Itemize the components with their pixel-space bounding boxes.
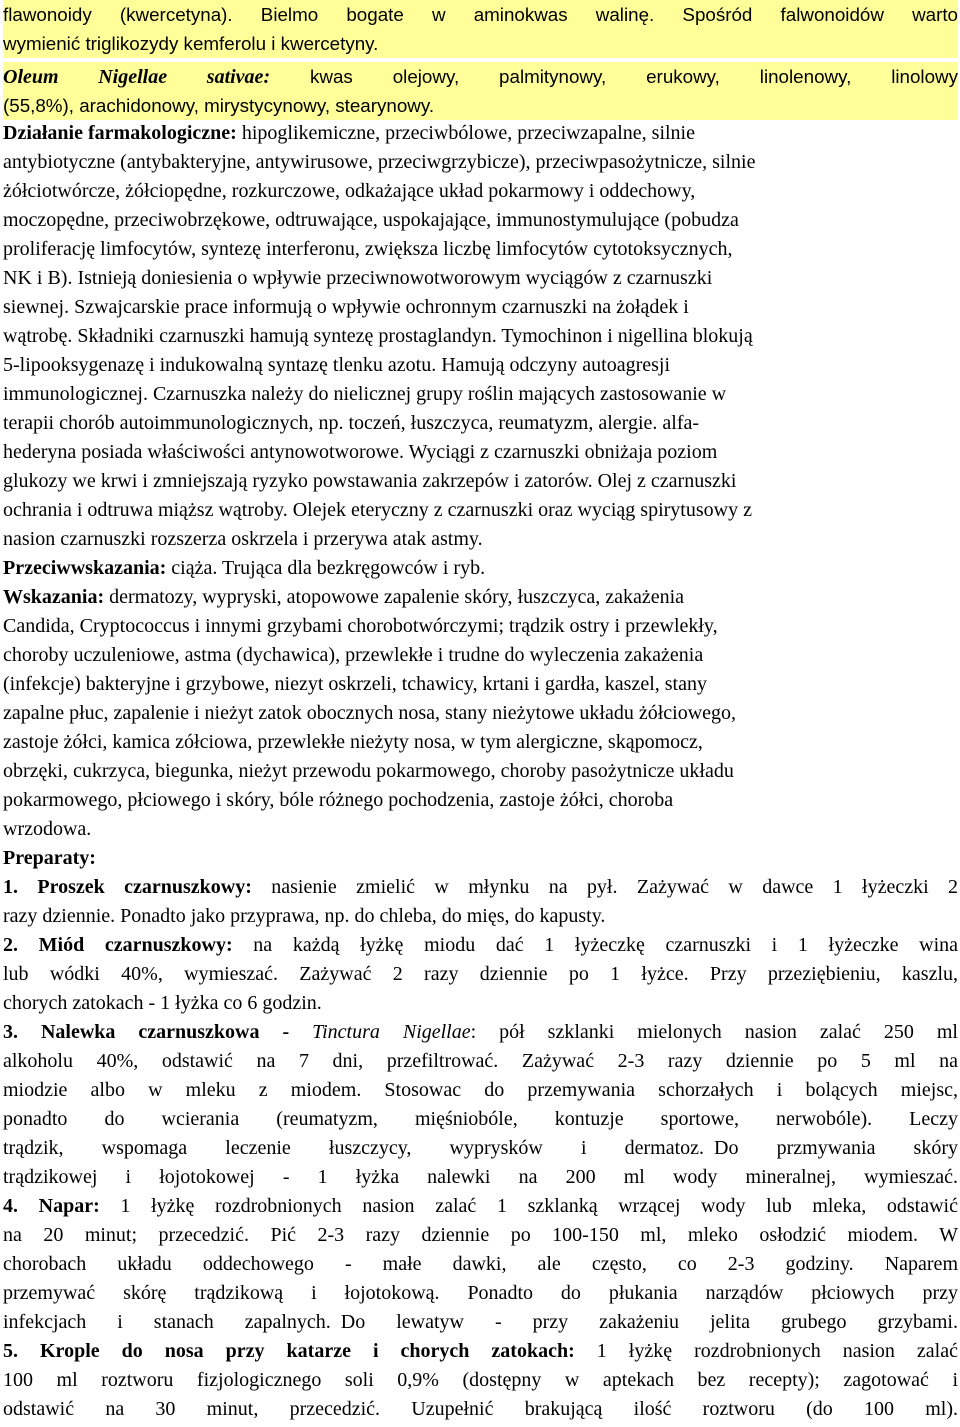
text-run: wrzodowa. — [3, 818, 92, 840]
text-run: flawonoidy (kwercetyna). Bielmo bogate w aminokwas walinę. Spośród falwonoidów warto — [3, 4, 958, 25]
text-run: zastoje żółci, kamica zółciowa, przewlekłe nieżyty nosa, w tym alergiczne, skąpomocz, — [3, 731, 703, 753]
text-run: infekcjach i stanach zapalnych. — [3, 1311, 331, 1333]
text-line — [3, 496, 958, 525]
text-run: chorobach układu oddechowego - małe dawki, ale często, co 2-3 godziny. Naparem — [3, 1253, 958, 1275]
text-run: ciąża. Trująca dla bezkręgowców i ryb. — [166, 557, 486, 579]
text-line — [3, 1134, 958, 1163]
text-line — [3, 757, 958, 786]
text-line — [3, 29, 958, 58]
text-run: pokarmowego, płciowego i skóry, bóle różnego pochodzenia, zastoje żółci, choroba — [3, 789, 674, 811]
text-run: Candida, Cryptococcus i innymi grzybami chorobotwórczymi; trądzik ostry i przewlekły, — [3, 615, 718, 637]
text-line — [3, 815, 958, 844]
text-run: nasion czarnuszki rozszerza oskrzela i przerywa atak astmy. — [3, 528, 483, 550]
text-line — [3, 1163, 958, 1192]
text-line — [3, 91, 958, 120]
text-run: miodzie albo w mleku z miodem. Stosowac do przemywania schorzałych i bolących miejsc, — [3, 1079, 958, 1101]
text-line — [3, 1105, 958, 1134]
text-line — [3, 728, 958, 757]
text-line — [3, 1366, 958, 1395]
text-run: na każdą łyżkę miodu dać 1 łyżeczkę czarnuszki i 1 łyżeczke wina — [232, 934, 958, 956]
text-line — [3, 902, 958, 931]
text-line — [3, 206, 958, 235]
text-run: obrzęki, cukrzyca, biegunka, nieżyt przewodu pokarmowego, choroby pasożytnicze układu — [3, 760, 734, 782]
text-run: dermatozy, wypryski, atopowowe zapalenie skóry, łuszczyca, zakażenia — [104, 586, 685, 608]
text-line — [3, 1250, 958, 1279]
text-line — [3, 786, 958, 815]
text-run: ponadto do wcierania (reumatyzm, mięśniobóle, kontuzje sportowe, nerwobóle). Leczy — [3, 1108, 958, 1130]
text-line — [3, 641, 958, 670]
text-line — [3, 351, 958, 380]
text-run: zapalne płuc, zapalenie i nieżyt zatok obocznych nosa, stany nieżytowe układu żółciowego, — [3, 702, 737, 724]
text-line — [3, 1308, 958, 1337]
text-run: trądzikowej i łojotokowej - 1 łyżka nalewki na 200 ml wody mineralnej, wymieszać. — [3, 1166, 958, 1188]
text-line — [3, 177, 958, 206]
text-run: Tinctura Nigellae — [312, 1021, 471, 1043]
text-line — [3, 931, 958, 960]
text-run: 5-lipooksygenazę i indukowalną syntazę tlenku azotu. Hamują odczyny autoagresji — [3, 354, 671, 376]
text-line — [3, 1395, 958, 1424]
text-line — [3, 670, 958, 699]
text-line — [3, 322, 958, 351]
heading-run: Przeciwwskazania: — [3, 557, 167, 579]
text-run: trądzik, wspomaga leczenie łuszczycy, wyprysków i dermatoz. — [3, 1137, 705, 1159]
text-run: terapii chorób autoimmunologicznych, np. toczeń, łuszczyca, reumatyzm, alergie. alfa- — [3, 412, 700, 434]
text-run: NK i B). Istnieją doniesienia o wpływie przeciwnowotworowym wyciągów z czarnuszki — [3, 267, 713, 289]
text-line — [3, 699, 958, 728]
text-run: choroby uczuleniowe, astma (dychawica), przewlekłe i trudne do wyleczenia zakażenia — [3, 644, 704, 666]
text-run: ochrania i odtruwa miąższ wątroby. Olejek eteryczny z czarnuszki oraz wyciąg spirytusowy z — [3, 499, 752, 521]
heading-run: 1. Proszek czarnuszkowy: — [3, 876, 252, 898]
text-run: nasienie zmielić w młynku na pył. Zażywać w dawce 1 łyżeczki 2 — [251, 876, 959, 898]
text-run: Do lewatyw - przy zakażeniu jelita grubego grzybami. — [340, 1311, 958, 1333]
text-run: immunologicznej. Czarnuszka należy do nielicznej grupy roślin mających zastosowanie w — [3, 383, 727, 405]
text-line — [3, 612, 958, 641]
text-run: kwas olejowy, palmitynowy, erukowy, linolenowy, linolowy — [270, 66, 958, 87]
text-run: 100 ml roztworu fizjologicznego soli 0,9% (dostępny w aptekach bez recepty); zagotować i — [3, 1369, 958, 1391]
heading-run: 2. Miód czarnuszkowy: — [3, 934, 233, 956]
heading-run: 3. Nalewka czarnuszkowa - — [3, 1021, 313, 1043]
text-line — [3, 1337, 958, 1366]
text-line — [3, 264, 958, 293]
heading-run: Działanie farmakologiczne: — [3, 122, 237, 144]
text-line — [3, 119, 958, 148]
text-line — [3, 1047, 958, 1076]
text-line — [3, 293, 958, 322]
text-run: 1 łyżkę rozdrobnionych nasion zalać 1 szklanką wrzącej wody lub mleka, odstawić — [99, 1195, 958, 1217]
text-run: żółciotwórcze, żółciopędne, rozkurczowe, odkażające układ pokarmowy i oddechowy, — [3, 180, 696, 202]
heading-run: 5. Krople do nosa przy katarze i chorych zatokach: — [3, 1340, 575, 1362]
text-line — [3, 62, 958, 92]
text-run: Do przmywania skóry — [714, 1137, 958, 1159]
text-run: razy dziennie. Ponadto jako przyprawa, np. do chleba, do mięs, do kapusty. — [3, 905, 606, 927]
heading-run: 4. Napar: — [3, 1195, 100, 1217]
text-run: na 20 minut; przecedzić. Pić 2-3 razy dziennie po 100-150 ml, mleko osłodzić miodem. W — [3, 1224, 958, 1246]
text-line — [3, 554, 958, 583]
text-run: proliferację limfocytów, syntezę interferonu, zwiększa liczbę limfocytów cytotoksycznych, — [3, 238, 733, 260]
text-run: wątrobę. Składniki czarnuszki hamują syntezę prostaglandyn. Tymochinon i nigellina blokują — [3, 325, 753, 347]
text-line — [3, 960, 958, 989]
text-run: glukozy we krwi i zmniejszają ryzyko powstawania zakrzepów i zatorów. Olej z czarnuszki — [3, 470, 737, 492]
text-line — [3, 380, 958, 409]
text-run: : pół szklanki mielonych nasion zalać 250 ml — [470, 1021, 958, 1043]
text-run: hipoglikemiczne, przeciwbólowe, przeciwzapalne, silnie — [236, 122, 695, 144]
text-line — [3, 989, 958, 1018]
text-line — [3, 583, 958, 612]
text-line — [3, 525, 958, 554]
text-run: (55,8%), arachidonowy, mirystycynowy, stearynowy. — [3, 95, 435, 116]
heading-run: Wskazania: — [3, 586, 105, 608]
text-line — [3, 148, 958, 177]
text-line — [3, 409, 958, 438]
text-run: antybiotyczne (antybakteryjne, antywirusowe, przeciwgrzybicze), przeciwpasożytnicze, silnie — [3, 151, 756, 173]
text-line — [3, 467, 958, 496]
text-run: 1 łyżkę rozdrobnionych nasion zalać — [574, 1340, 958, 1362]
text-line — [3, 1018, 958, 1047]
text-run: siewnej. Szwajcarskie prace informują o wpływie ochronnym czarnuszki na żołądek i — [3, 296, 689, 318]
text-line — [3, 1279, 958, 1308]
text-line — [3, 438, 958, 467]
heading-run: Oleum Nigellae sativae: — [3, 66, 271, 88]
text-run: chorych zatokach - 1 łyżka co 6 godzin. — [3, 992, 322, 1014]
text-run: moczopędne, przeciwobrzękowe, odtruwające, uspokajające, immunostymulujące (pobudza — [3, 209, 739, 231]
text-run: hederyna posiada właściwości antynowotworowe. Wyciągi z czarnuszki obniżaja poziom — [3, 441, 718, 463]
text-line — [3, 235, 958, 264]
text-run: lub wódki 40%, wymieszać. Zażywać 2 razy dziennie po 1 łyżce. Przy przeziębieniu, kaszlu, — [3, 963, 958, 985]
text-line — [3, 1076, 958, 1105]
text-run: (infekcje) bakteryjne i grzybowe, niezyt oskrzeli, tchawicy, krtani i gardła, kaszel, stany — [3, 673, 707, 695]
text-line — [3, 0, 958, 29]
text-run: odstawić na 30 minut, przecedzić. Uzupełnić brakującą ilość roztworu (do 100 ml). — [3, 1398, 958, 1420]
heading-run: Preparaty: — [3, 847, 96, 869]
text-line — [3, 873, 958, 902]
text-run: wymienić triglikozydy kemferolu i kwercetyny. — [3, 33, 379, 54]
text-line — [3, 844, 958, 873]
text-line — [3, 1221, 958, 1250]
text-run: przemywać skórę trądzikową i łojotokową. Ponadto do płukania narządów płciowych przy — [3, 1282, 958, 1304]
text-line — [3, 1192, 958, 1221]
text-run: alkoholu 40%, odstawić na 7 dni, przefiltrować. Zażywać 2-3 razy dziennie po 5 ml na — [3, 1050, 958, 1072]
